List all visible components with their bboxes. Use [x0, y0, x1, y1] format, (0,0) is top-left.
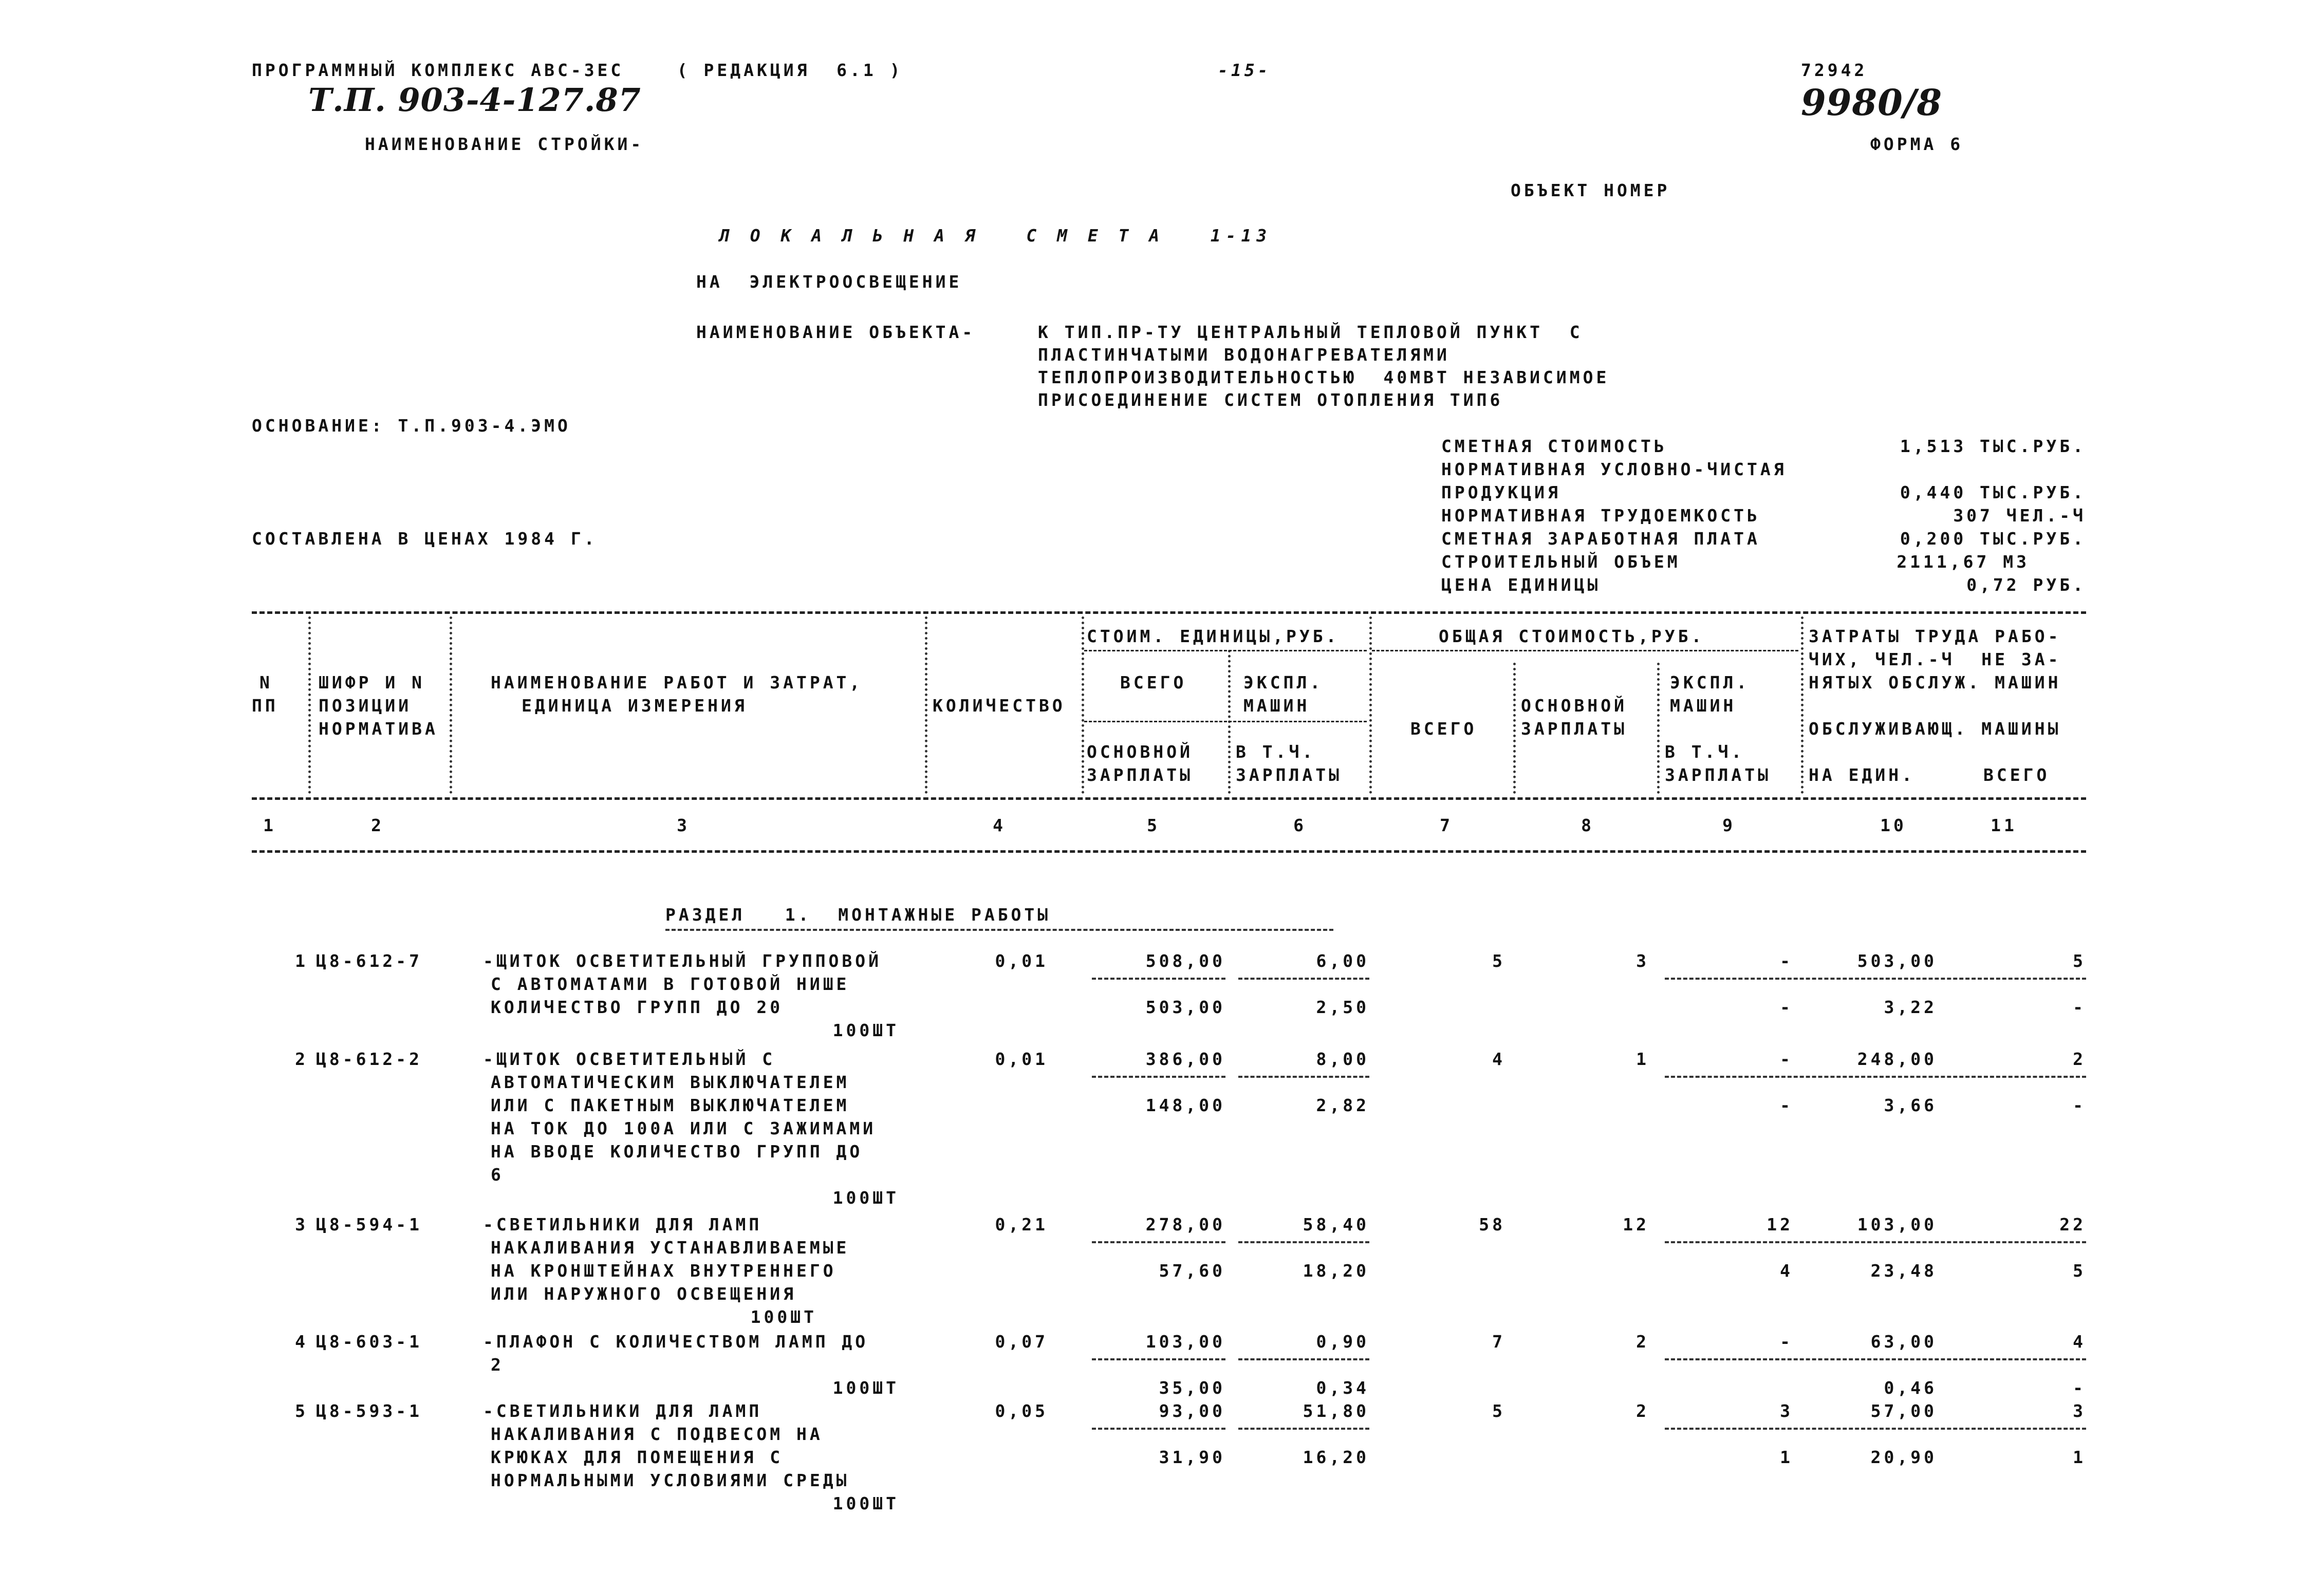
- hdr-total-wage: ЗАРПЛАТЫ: [1521, 719, 1627, 739]
- row-unit-mach-wage: 2,82: [1316, 1095, 1369, 1115]
- object-number-label: ОБЪЕКТ НОМЕР: [1511, 180, 1670, 200]
- row-labor-total: 22: [2059, 1214, 2086, 1234]
- row-divider: [1238, 978, 1369, 980]
- row-labor-m-unit: 0,46: [1884, 1378, 1937, 1398]
- row-labor-m-unit: 3,22: [1884, 997, 1937, 1017]
- hdr-name: НАИМЕНОВАНИЕ РАБОТ И ЗАТРАТ,: [491, 672, 863, 693]
- row-code: Ц8-593-1: [316, 1401, 422, 1421]
- row-name-line: ИЛИ С ПАКЕТНЫМ ВЫКЛЮЧАТЕЛЕМ: [491, 1095, 850, 1115]
- row-number: 5: [295, 1401, 308, 1421]
- basis-label: ОСНОВАНИЕ: Т.П.903-4.ЭМО: [252, 416, 571, 436]
- row-divider: [1092, 978, 1225, 980]
- header-bottom-rule: [252, 797, 2086, 800]
- summary-value: 0,72 РУБ.: [1966, 575, 2086, 595]
- page-number: -15-: [1218, 60, 1271, 80]
- col-number: 10: [1880, 815, 1907, 835]
- hdr-total-all: ВСЕГО: [1410, 719, 1477, 739]
- row-total: 7: [1492, 1332, 1505, 1352]
- hdr-unit-total: ВСЕГО: [1120, 672, 1187, 693]
- column-separator: [450, 616, 452, 794]
- row-unit-wage: 35,00: [1159, 1378, 1225, 1398]
- column-separator: [1082, 616, 1084, 794]
- summary-value: 1,513 ТЫС.РУБ.: [1900, 436, 2086, 456]
- row-qty: 0,07: [995, 1332, 1048, 1352]
- row-labor-unit: 63,00: [1870, 1332, 1937, 1352]
- section-underline: [665, 929, 1333, 931]
- row-code: Ц8-603-1: [316, 1332, 422, 1352]
- row-name-line: 2: [491, 1355, 504, 1375]
- row-unit-wage: 148,00: [1145, 1095, 1225, 1115]
- row-labor-m-total: 5: [2073, 1261, 2086, 1281]
- col-number: 6: [1293, 815, 1307, 835]
- row-total-mach-wage: 1: [1780, 1447, 1793, 1467]
- colnums-bottom-rule: [252, 850, 2086, 853]
- row-total-wage: 1: [1636, 1049, 1649, 1069]
- col-number: 9: [1722, 815, 1736, 835]
- hdr-labor-mach: ОБСЛУЖИВАЮЩ. МАШИНЫ: [1809, 719, 2061, 739]
- summary-label: НОРМАТИВНАЯ УСЛОВНО-ЧИСТАЯ: [1441, 459, 1787, 479]
- row-labor-m-total: -: [2073, 997, 2086, 1017]
- col-number: 3: [677, 815, 690, 835]
- hdr-unit-wage: ОСНОВНОЙ: [1087, 742, 1193, 762]
- summary-label: СМЕТНАЯ ЗАРАБОТНАЯ ПЛАТА: [1441, 529, 1760, 549]
- hdr-total-cost: ОБЩАЯ СТОИМОСТЬ,РУБ.: [1439, 626, 1705, 646]
- hdr-name: ЕДИНИЦА ИЗМЕРЕНИЯ: [522, 696, 748, 716]
- project-handwritten: Т.П. 903-4-127.87: [308, 81, 641, 119]
- hdr-total-mach-wage: ЗАРПЛАТЫ: [1665, 765, 1771, 785]
- row-unit-total: 386,00: [1145, 1049, 1225, 1069]
- row-qty: 0,21: [995, 1214, 1048, 1234]
- row-code: Ц8-594-1: [316, 1214, 422, 1234]
- row-number: 2: [295, 1049, 308, 1069]
- row-labor-m-unit: 20,90: [1870, 1447, 1937, 1467]
- row-divider: [1238, 1241, 1369, 1243]
- row-qty: 0,01: [995, 1049, 1048, 1069]
- row-total-mach: 12: [1767, 1214, 1793, 1234]
- row-name-line: С АВТОМАТАМИ В ГОТОВОЙ НИШЕ: [491, 974, 850, 994]
- hdr-unit-mach-wage: ЗАРПЛАТЫ: [1236, 765, 1342, 785]
- row-name-line: НА ТОК ДО 100А ИЛИ С ЗАЖИМАМИ: [491, 1118, 877, 1138]
- row-labor-unit: 248,00: [1857, 1049, 1937, 1069]
- hdr-n: N: [259, 672, 273, 693]
- row-unit: 100ШТ: [832, 1493, 899, 1513]
- estimate-subtitle: НА ЭЛЕКТРООСВЕЩЕНИЕ: [696, 272, 962, 292]
- row-name-line: НА КРОНШТЕЙНАХ ВНУТРЕННЕГО: [491, 1261, 836, 1281]
- hdr-total-mach-wage: В Т.Ч.: [1665, 742, 1745, 762]
- row-unit-total: 93,00: [1159, 1401, 1225, 1421]
- table-top-rule: [252, 611, 2086, 614]
- column-separator: [1513, 663, 1516, 794]
- row-code: Ц8-612-7: [316, 951, 422, 971]
- row-divider: [1665, 1076, 2086, 1078]
- row-unit-mach: 6,00: [1316, 951, 1369, 971]
- hdr-total-mach: ЭКСПЛ.: [1670, 672, 1750, 693]
- hdr-labor-total: ВСЕГО: [1983, 765, 2050, 785]
- sheet-handwritten: 9980/8: [1801, 81, 1943, 124]
- hdr-labor: ЧИХ, ЧЕЛ.-Ч НЕ ЗА-: [1809, 649, 2061, 669]
- col-number: 2: [371, 815, 384, 835]
- row-unit: 100ШТ: [832, 1188, 899, 1208]
- row-name-line: НАКАЛИВАНИЯ С ПОДВЕСОМ НА: [491, 1424, 823, 1444]
- row-labor-unit: 503,00: [1857, 951, 1937, 971]
- estimate-title: Л О К А Л Ь Н А Я С М Е Т А 1-13: [719, 226, 1272, 246]
- hdr-labor: НЯТЫХ ОБСЛУЖ. МАШИН: [1809, 672, 2061, 693]
- construction-name-label: НАИМЕНОВАНИЕ СТРОЙКИ-: [365, 134, 644, 154]
- hdr-unit-mach: ЭКСПЛ.: [1243, 672, 1324, 693]
- row-total-wage: 2: [1636, 1401, 1649, 1421]
- row-divider: [1238, 1358, 1369, 1360]
- row-unit-mach-wage: 0,34: [1316, 1378, 1369, 1398]
- summary-label: СТРОИТЕЛЬНЫЙ ОБЪЕМ: [1441, 552, 1681, 572]
- col-number: 11: [1991, 815, 2017, 835]
- row-name-line: КОЛИЧЕСТВО ГРУПП ДО 20: [491, 997, 784, 1017]
- object-line-3: ТЕПЛОПРОИЗВОДИТЕЛЬНОСТЬЮ 40МВТ НЕЗАВИСИМОЕ: [1038, 367, 1610, 387]
- col-number: 5: [1147, 815, 1160, 835]
- row-unit-mach: 58,40: [1303, 1214, 1369, 1234]
- summary-label: НОРМАТИВНАЯ ТРУДОЕМКОСТЬ: [1441, 506, 1760, 526]
- row-divider: [1665, 1358, 2086, 1360]
- hdr-rule: [1372, 650, 1798, 651]
- summary-value: 0,200 ТЫС.РУБ.: [1900, 529, 2086, 549]
- row-labor-unit: 103,00: [1857, 1214, 1937, 1234]
- hdr-rule: [1084, 650, 1367, 651]
- row-unit: 100ШТ: [750, 1307, 817, 1327]
- row-divider: [1238, 1428, 1369, 1430]
- row-name-line: -ЩИТОК ОСВЕТИТЕЛЬНЫЙ ГРУППОВОЙ: [483, 951, 882, 971]
- row-name-line: НА ВВОДЕ КОЛИЧЕСТВО ГРУПП ДО: [491, 1142, 863, 1162]
- row-unit-wage: 57,60: [1159, 1261, 1225, 1281]
- row-labor-m-total: -: [2073, 1095, 2086, 1115]
- row-divider: [1092, 1241, 1225, 1243]
- hdr-code: ПОЗИЦИИ: [319, 696, 412, 716]
- row-unit-total: 278,00: [1145, 1214, 1225, 1234]
- row-name-line: 6: [491, 1165, 504, 1185]
- column-separator: [1801, 616, 1804, 794]
- row-name-line: -СВЕТИЛЬНИКИ ДЛЯ ЛАМП: [483, 1214, 763, 1234]
- prices-label: СОСТАВЛЕНА В ЦЕНАХ 1984 Г.: [252, 529, 598, 549]
- row-name-line: -ЩИТОК ОСВЕТИТЕЛЬНЫЙ С: [483, 1049, 776, 1069]
- hdr-code: НОРМАТИВА: [319, 719, 438, 739]
- row-name-line: КРЮКАХ ДЛЯ ПОМЕЩЕНИЯ С: [491, 1447, 784, 1467]
- hdr-labor: ЗАТРАТЫ ТРУДА РАБО-: [1809, 626, 2061, 646]
- col-number: 4: [993, 815, 1006, 835]
- summary-value: 2111,67 М3: [1897, 552, 2030, 572]
- program-label: ПРОГРАММНЫЙ КОМПЛЕКС АВС-ЗЕС ( РЕДАКЦИЯ 6.1 ): [252, 60, 903, 80]
- column-separator: [1369, 616, 1372, 794]
- row-name-line: ИЛИ НАРУЖНОГО ОСВЕЩЕНИЯ: [491, 1284, 796, 1304]
- row-divider: [1092, 1358, 1225, 1360]
- row-total: 5: [1492, 1401, 1505, 1421]
- hdr-labor-unit: НА ЕДИН.: [1809, 765, 1915, 785]
- row-number: 4: [295, 1332, 308, 1352]
- row-name-line: АВТОМАТИЧЕСКИМ ВЫКЛЮЧАТЕЛЕМ: [491, 1072, 850, 1092]
- column-separator: [308, 616, 311, 794]
- row-labor-total: 4: [2073, 1332, 2086, 1352]
- row-total-mach: -: [1780, 1049, 1793, 1069]
- object-line-1: К ТИП.ПР-ТУ ЦЕНТРАЛЬНЫЙ ТЕПЛОВОЙ ПУНКТ С: [1038, 322, 1583, 342]
- hdr-code: ШИФР И N: [319, 672, 425, 693]
- hdr-unit-mach: МАШИН: [1243, 696, 1310, 716]
- row-unit-mach-wage: 18,20: [1303, 1261, 1369, 1281]
- row-total-mach: 3: [1780, 1401, 1793, 1421]
- row-unit-mach: 0,90: [1316, 1332, 1369, 1352]
- row-total-mach-wage: -: [1780, 997, 1793, 1017]
- summary-label: СМЕТНАЯ СТОИМОСТЬ: [1441, 436, 1667, 456]
- hdr-rule: [1084, 721, 1367, 722]
- row-total: 4: [1492, 1049, 1505, 1069]
- row-total-mach-wage: 4: [1780, 1261, 1793, 1281]
- row-divider: [1665, 978, 2086, 980]
- col-number: 8: [1581, 815, 1594, 835]
- row-unit: 100ШТ: [832, 1378, 899, 1398]
- hdr-total-mach: МАШИН: [1670, 696, 1737, 716]
- row-number: 1: [295, 951, 308, 971]
- row-total-mach-wage: -: [1780, 1095, 1793, 1115]
- row-divider: [1092, 1076, 1225, 1078]
- row-name-line: НАКАЛИВАНИЯ УСТАНАВЛИВАЕМЫЕ: [491, 1238, 850, 1258]
- hdr-unit-wage: ЗАРПЛАТЫ: [1087, 765, 1193, 785]
- object-line-2: ПЛАСТИНЧАТЫМИ ВОДОНАГРЕВАТЕЛЯМИ: [1038, 345, 1450, 365]
- row-total-wage: 12: [1623, 1214, 1649, 1234]
- row-name-line: НОРМАЛЬНЫМИ УСЛОВИЯМИ СРЕДЫ: [491, 1470, 850, 1490]
- hdr-qty: КОЛИЧЕСТВО: [933, 696, 1066, 716]
- row-total-wage: 2: [1636, 1332, 1649, 1352]
- hdr-unit-mach-wage: В Т.Ч.: [1236, 742, 1316, 762]
- row-labor-total: 3: [2073, 1401, 2086, 1421]
- row-total: 5: [1492, 951, 1505, 971]
- row-name-line: -ПЛАФОН С КОЛИЧЕСТВОМ ЛАМП ДО: [483, 1332, 869, 1352]
- row-qty: 0,01: [995, 951, 1048, 971]
- row-labor-m-unit: 23,48: [1870, 1261, 1937, 1281]
- row-total-wage: 3: [1636, 951, 1649, 971]
- form-label: ФОРМА 6: [1870, 134, 1964, 154]
- row-labor-total: 2: [2073, 1049, 2086, 1069]
- row-unit-mach-wage: 16,20: [1303, 1447, 1369, 1467]
- col-number: 1: [263, 815, 276, 835]
- row-divider: [1665, 1241, 2086, 1243]
- summary-label: ЦЕНА ЕДИНИЦЫ: [1441, 575, 1601, 595]
- row-code: Ц8-612-2: [316, 1049, 422, 1069]
- row-total: 58: [1479, 1214, 1505, 1234]
- column-separator: [1657, 663, 1660, 794]
- object-line-4: ПРИСОЕДИНЕНИЕ СИСТЕМ ОТОПЛЕНИЯ ТИП6: [1038, 390, 1503, 410]
- row-qty: 0,05: [995, 1401, 1048, 1421]
- hdr-n: ПП: [252, 696, 278, 716]
- row-labor-m-total: -: [2073, 1378, 2086, 1398]
- object-label: НАИМЕНОВАНИЕ ОБЪЕКТА-: [696, 322, 976, 342]
- row-divider: [1665, 1428, 2086, 1430]
- summary-label: ПРОДУКЦИЯ: [1441, 482, 1561, 502]
- row-unit: 100ШТ: [832, 1020, 899, 1040]
- row-labor-m-unit: 3,66: [1884, 1095, 1937, 1115]
- hdr-total-wage: ОСНОВНОЙ: [1521, 696, 1627, 716]
- row-labor-total: 5: [2073, 951, 2086, 971]
- col-number: 7: [1440, 815, 1453, 835]
- summary-value: 0,440 ТЫС.РУБ.: [1900, 482, 2086, 502]
- hdr-unit-cost: СТОИМ. ЕДИНИЦЫ,РУБ.: [1087, 626, 1340, 646]
- row-unit-mach: 8,00: [1316, 1049, 1369, 1069]
- row-unit-wage: 503,00: [1145, 997, 1225, 1017]
- row-total-mach: -: [1780, 951, 1793, 971]
- row-number: 3: [295, 1214, 308, 1234]
- doc-number: 72942: [1801, 60, 1868, 80]
- row-total-mach: -: [1780, 1332, 1793, 1352]
- row-name-line: -СВЕТИЛЬНИКИ ДЛЯ ЛАМП: [483, 1401, 763, 1421]
- row-unit-total: 103,00: [1145, 1332, 1225, 1352]
- row-labor-m-total: 1: [2073, 1447, 2086, 1467]
- row-divider: [1092, 1428, 1225, 1430]
- summary-value: 307 ЧЕЛ.-Ч: [1953, 506, 2086, 526]
- row-unit-wage: 31,90: [1159, 1447, 1225, 1467]
- row-unit-total: 508,00: [1145, 951, 1225, 971]
- row-unit-mach-wage: 2,50: [1316, 997, 1369, 1017]
- row-divider: [1238, 1076, 1369, 1078]
- section-title: РАЗДЕЛ 1. МОНТАЖНЫЕ РАБОТЫ: [665, 905, 1051, 925]
- column-separator: [925, 616, 927, 794]
- row-labor-unit: 57,00: [1870, 1401, 1937, 1421]
- row-unit-mach: 51,80: [1303, 1401, 1369, 1421]
